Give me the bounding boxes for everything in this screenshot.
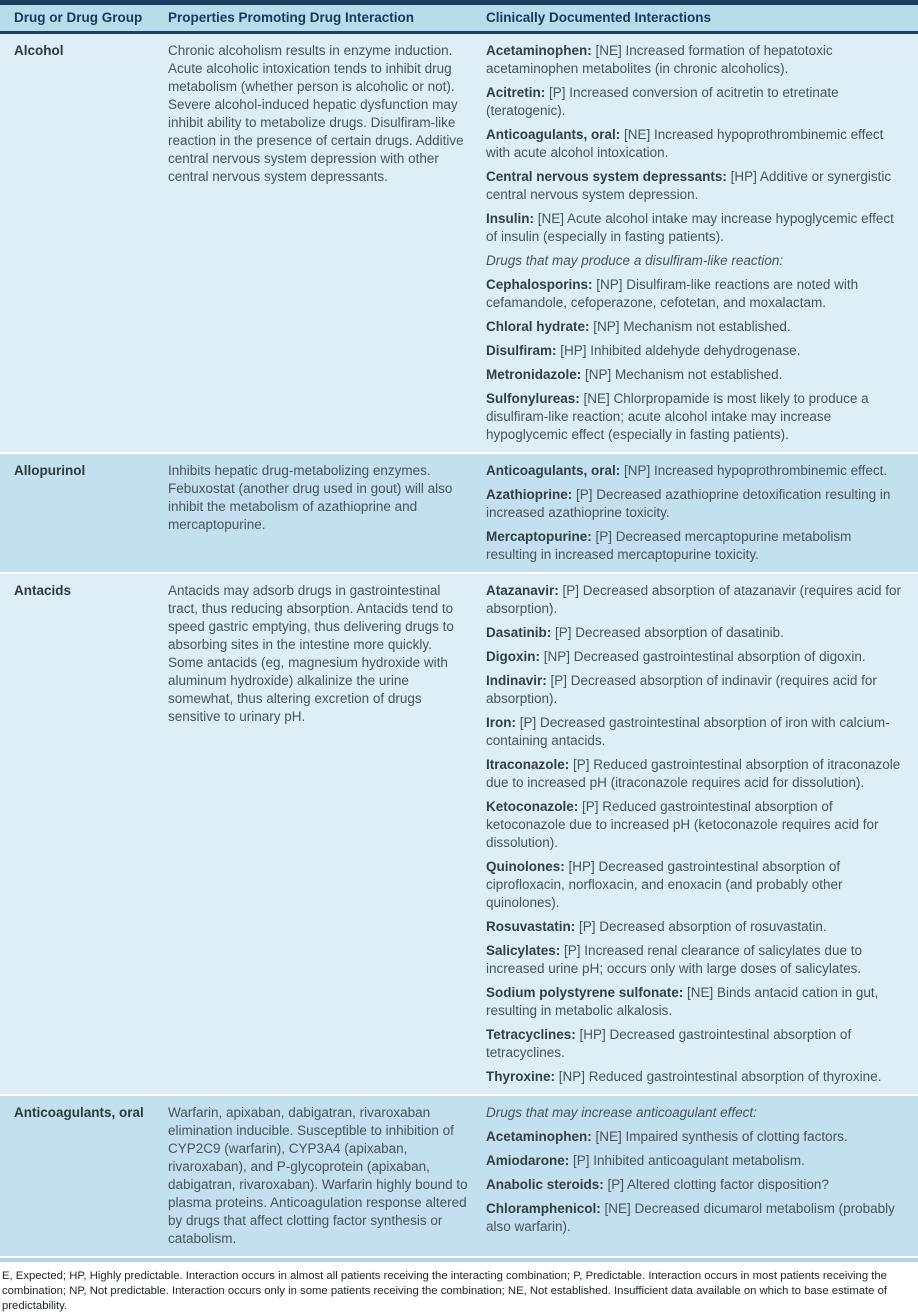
interaction-entry: Salicylates: [P] Increased renal clearance of salicylates due to increased urine pH; occurs only with large doses of salicylates.: [486, 943, 862, 976]
interaction-drug-name: Central nervous system depressants:: [486, 169, 727, 184]
interaction-drug-name: Anticoagulants, oral:: [486, 127, 621, 142]
interaction-entry: Anabolic steroids: [P] Altered clotting factor disposition?: [486, 1177, 829, 1192]
interaction-entry: Chloramphenicol: [NE] Decreased dicumarol metabolism (probably also warfarin).: [486, 1201, 895, 1234]
interaction-drug-name: Itraconazole:: [486, 757, 570, 772]
interaction-entry: Itraconazole: [P] Reduced gastrointestinal absorption of itraconazole due to increased pH (itraconazole requires acid for dissolution).: [486, 757, 901, 790]
interaction-drug-name: Indinavir:: [486, 673, 547, 688]
interaction-drug-name: Acitretin:: [486, 85, 546, 100]
interaction-entry: Disulfiram: [HP] Inhibited aldehyde dehydrogenase.: [486, 343, 801, 358]
interaction-entry: Cephalosporins: [NP] Disulfiram-like reactions are noted with cefamandole, cefoperazone, cefotetan, and moxalactam.: [486, 277, 859, 310]
interaction-drug-name: Atazanavir:: [486, 583, 559, 598]
properties-cell: Chronic alcoholism results in enzyme induction. Acute alcoholic intoxication tends to inhibit drug metabolism (whether person is alcoholic or not). Severe alcohol-induced hepatic dysfunction may inhibit ability to metabolize drugs. Disulfiram-like reaction in the presence of certain drugs. Additive central nervous system depression with other central nervous system depressants.: [168, 43, 464, 184]
drug-group-cell: Allopurinol: [14, 463, 86, 478]
table-footnote: E, Expected; HP, Highly predictable. Interaction occurs in almost all patients receiving the interacting combination; P, Predictable. Interaction occurs in most patients receiving the combination; NP, Not predictable. Interaction occurs only in some patients receiving the combination; NE, Not established. Insufficient data available on which to base estimate of predictability.: [2, 1270, 887, 1312]
interaction-drug-name: Mercaptopurine:: [486, 529, 592, 544]
interaction-drug-name: Disulfiram:: [486, 343, 557, 358]
interaction-drug-name: Anticoagulants, oral:: [486, 463, 621, 478]
drug-group-cell: Alcohol: [14, 43, 64, 58]
interaction-drug-name: Iron:: [486, 715, 516, 730]
interaction-drug-name: Metronidazole:: [486, 367, 582, 382]
interaction-entry: Chloral hydrate: [NP] Mechanism not established.: [486, 319, 791, 334]
interaction-drug-name: Tetracyclines:: [486, 1027, 576, 1042]
interaction-drug-name: Amiodarone:: [486, 1153, 570, 1168]
interaction-note: Drugs that may increase anticoagulant effect:: [486, 1105, 757, 1120]
table-row: [0, 34, 918, 452]
interaction-entry: Iron: [P] Decreased gastrointestinal absorption of iron with calcium-containing antacids.: [486, 715, 890, 748]
interaction-entry: Sodium polystyrene sulfonate: [NE] Binds antacid cation in gut, resulting in metabolic alkalosis.: [486, 985, 879, 1018]
table-row: [0, 574, 918, 1094]
table-row: [0, 454, 918, 572]
interaction-entry: Central nervous system depressants: [HP] Additive or synergistic central nervous system depression.: [486, 169, 892, 202]
interaction-drug-name: Quinolones:: [486, 859, 565, 874]
interaction-entry: Thyroxine: [NP] Reduced gastrointestinal absorption of thyroxine.: [486, 1069, 882, 1084]
interaction-entry: Ketoconazole: [P] Reduced gastrointestinal absorption of ketoconazole due to increased pH (ketoconazole requires acid for dissolution).: [486, 799, 879, 850]
interaction-drug-name: Sulfonylureas:: [486, 391, 580, 406]
column-header-interactions: Clinically Documented Interactions: [486, 10, 712, 25]
interaction-entry: Metronidazole: [NP] Mechanism not established.: [486, 367, 783, 382]
interaction-entry: Insulin: [NE] Acute alcohol intake may increase hypoglycemic effect of insulin (especially in fasting patients).: [486, 211, 894, 244]
interaction-entry: Anticoagulants, oral: [NE] Increased hypoprothrombinemic effect with acute alcohol intoxication.: [486, 127, 884, 160]
interaction-entry: Acitretin: [P] Increased conversion of acitretin to etretinate (teratogenic).: [486, 85, 839, 118]
interaction-drug-name: Acetaminophen:: [486, 43, 592, 58]
interaction-entry: Anticoagulants, oral: [NP] Increased hypoprothrombinemic effect.: [486, 463, 888, 478]
properties-cell: Warfarin, apixaban, dabigatran, rivaroxaban elimination inducible. Susceptible to inhibition of CYP2C9 (warfarin), CYP3A4 (apixaban, rivaroxaban), and P-glycoprotein (apixaban, dabigatran, rivaroxaban). Warfarin highly bound to plasma proteins. Anticoagulation response altered by drugs that affect clotting factor synthesis or catabolism.: [168, 1105, 468, 1246]
interactions-cell: [486, 1096, 918, 1256]
table-header: [0, 0, 918, 34]
drug-group-cell: Anticoagulants, oral: [14, 1105, 144, 1120]
properties-cell: Inhibits hepatic drug-metabolizing enzymes. Febuxostat (another drug used in gout) will also inhibit the metabolism of azathioprine and mercaptopurine.: [168, 463, 453, 532]
interaction-entry: Acetaminophen: [NE] Increased formation of hepatotoxic acetaminophen metabolites (in chronic alcoholics).: [486, 43, 833, 76]
table-row: [0, 1096, 918, 1256]
interaction-drug-name: Azathioprine:: [486, 487, 573, 502]
column-header-properties: Properties Promoting Drug Interaction: [168, 10, 415, 25]
interaction-drug-name: Insulin:: [486, 211, 534, 226]
interaction-entry: Mercaptopurine: [P] Decreased mercaptopurine metabolism resulting in increased mercaptopurine toxicity.: [486, 529, 852, 562]
interaction-drug-name: Ketoconazole:: [486, 799, 579, 814]
table-body: [0, 34, 918, 1262]
interaction-drug-name: Salicylates:: [486, 943, 561, 958]
interaction-drug-name: Rosuvastatin:: [486, 919, 576, 934]
interaction-drug-name: Digoxin:: [486, 649, 540, 664]
interaction-drug-name: Chloramphenicol:: [486, 1201, 601, 1216]
interaction-entry: Acetaminophen: [NE] Impaired synthesis of clotting factors.: [486, 1129, 848, 1144]
interaction-entry: Digoxin: [NP] Decreased gastrointestinal absorption of digoxin.: [486, 649, 866, 664]
interaction-entry: Quinolones: [HP] Decreased gastrointestinal absorption of ciprofloxacin, norfloxacin, and enoxacin (and probably other quinolones).: [486, 859, 843, 910]
interaction-drug-name: Cephalosporins:: [486, 277, 593, 292]
interaction-entry: Dasatinib: [P] Decreased absorption of dasatinib.: [486, 625, 784, 640]
interaction-drug-name: Chloral hydrate:: [486, 319, 590, 334]
interaction-drug-name: Sodium polystyrene sulfonate:: [486, 985, 684, 1000]
interaction-drug-name: Anabolic steroids:: [486, 1177, 604, 1192]
interaction-entry: Azathioprine: [P] Decreased azathioprine detoxification resulting in increased azathioprine toxicity.: [486, 487, 891, 520]
interaction-drug-name: Acetaminophen:: [486, 1129, 592, 1144]
drug-group-cell: Antacids: [14, 583, 72, 598]
interaction-entry: Atazanavir: [P] Decreased absorption of atazanavir (requires acid for absorption).: [486, 583, 901, 616]
interactions-cell: [486, 574, 918, 1094]
interaction-entry: Amiodarone: [P] Inhibited anticoagulant metabolism.: [486, 1153, 805, 1168]
interaction-entry: Rosuvastatin: [P] Decreased absorption of rosuvastatin.: [486, 919, 827, 934]
interaction-drug-name: Thyroxine:: [486, 1069, 556, 1084]
interaction-drug-name: Dasatinib:: [486, 625, 552, 640]
interaction-entry: Tetracyclines: [HP] Decreased gastrointestinal absorption of tetracyclines.: [486, 1027, 852, 1060]
interaction-entry: Sulfonylureas: [NE] Chlorpropamide is most likely to produce a disulfiram-like reaction; acute alcohol intake may increase hypoglycemic effect (especially in fasting patients).: [486, 391, 869, 442]
properties-cell: Antacids may adsorb drugs in gastrointestinal tract, thus reducing absorption. Antacids tend to speed gastric emptying, thus delivering drugs to absorbing sites in the intestine more quickly. Some antacids (eg, magnesium hydroxide with aluminum hydroxide) alkalinize the urine somewhat, thus altering excretion of drugs sensitive to urinary pH.: [168, 583, 454, 724]
interaction-note: Drugs that may produce a disulfiram-like reaction:: [486, 253, 784, 268]
interaction-entry: Indinavir: [P] Decreased absorption of indinavir (requires acid for absorption).: [486, 673, 877, 706]
interactions-cell: [486, 454, 918, 572]
interactions-cell: [486, 34, 918, 452]
column-header-drug-group: Drug or Drug Group: [14, 10, 143, 25]
